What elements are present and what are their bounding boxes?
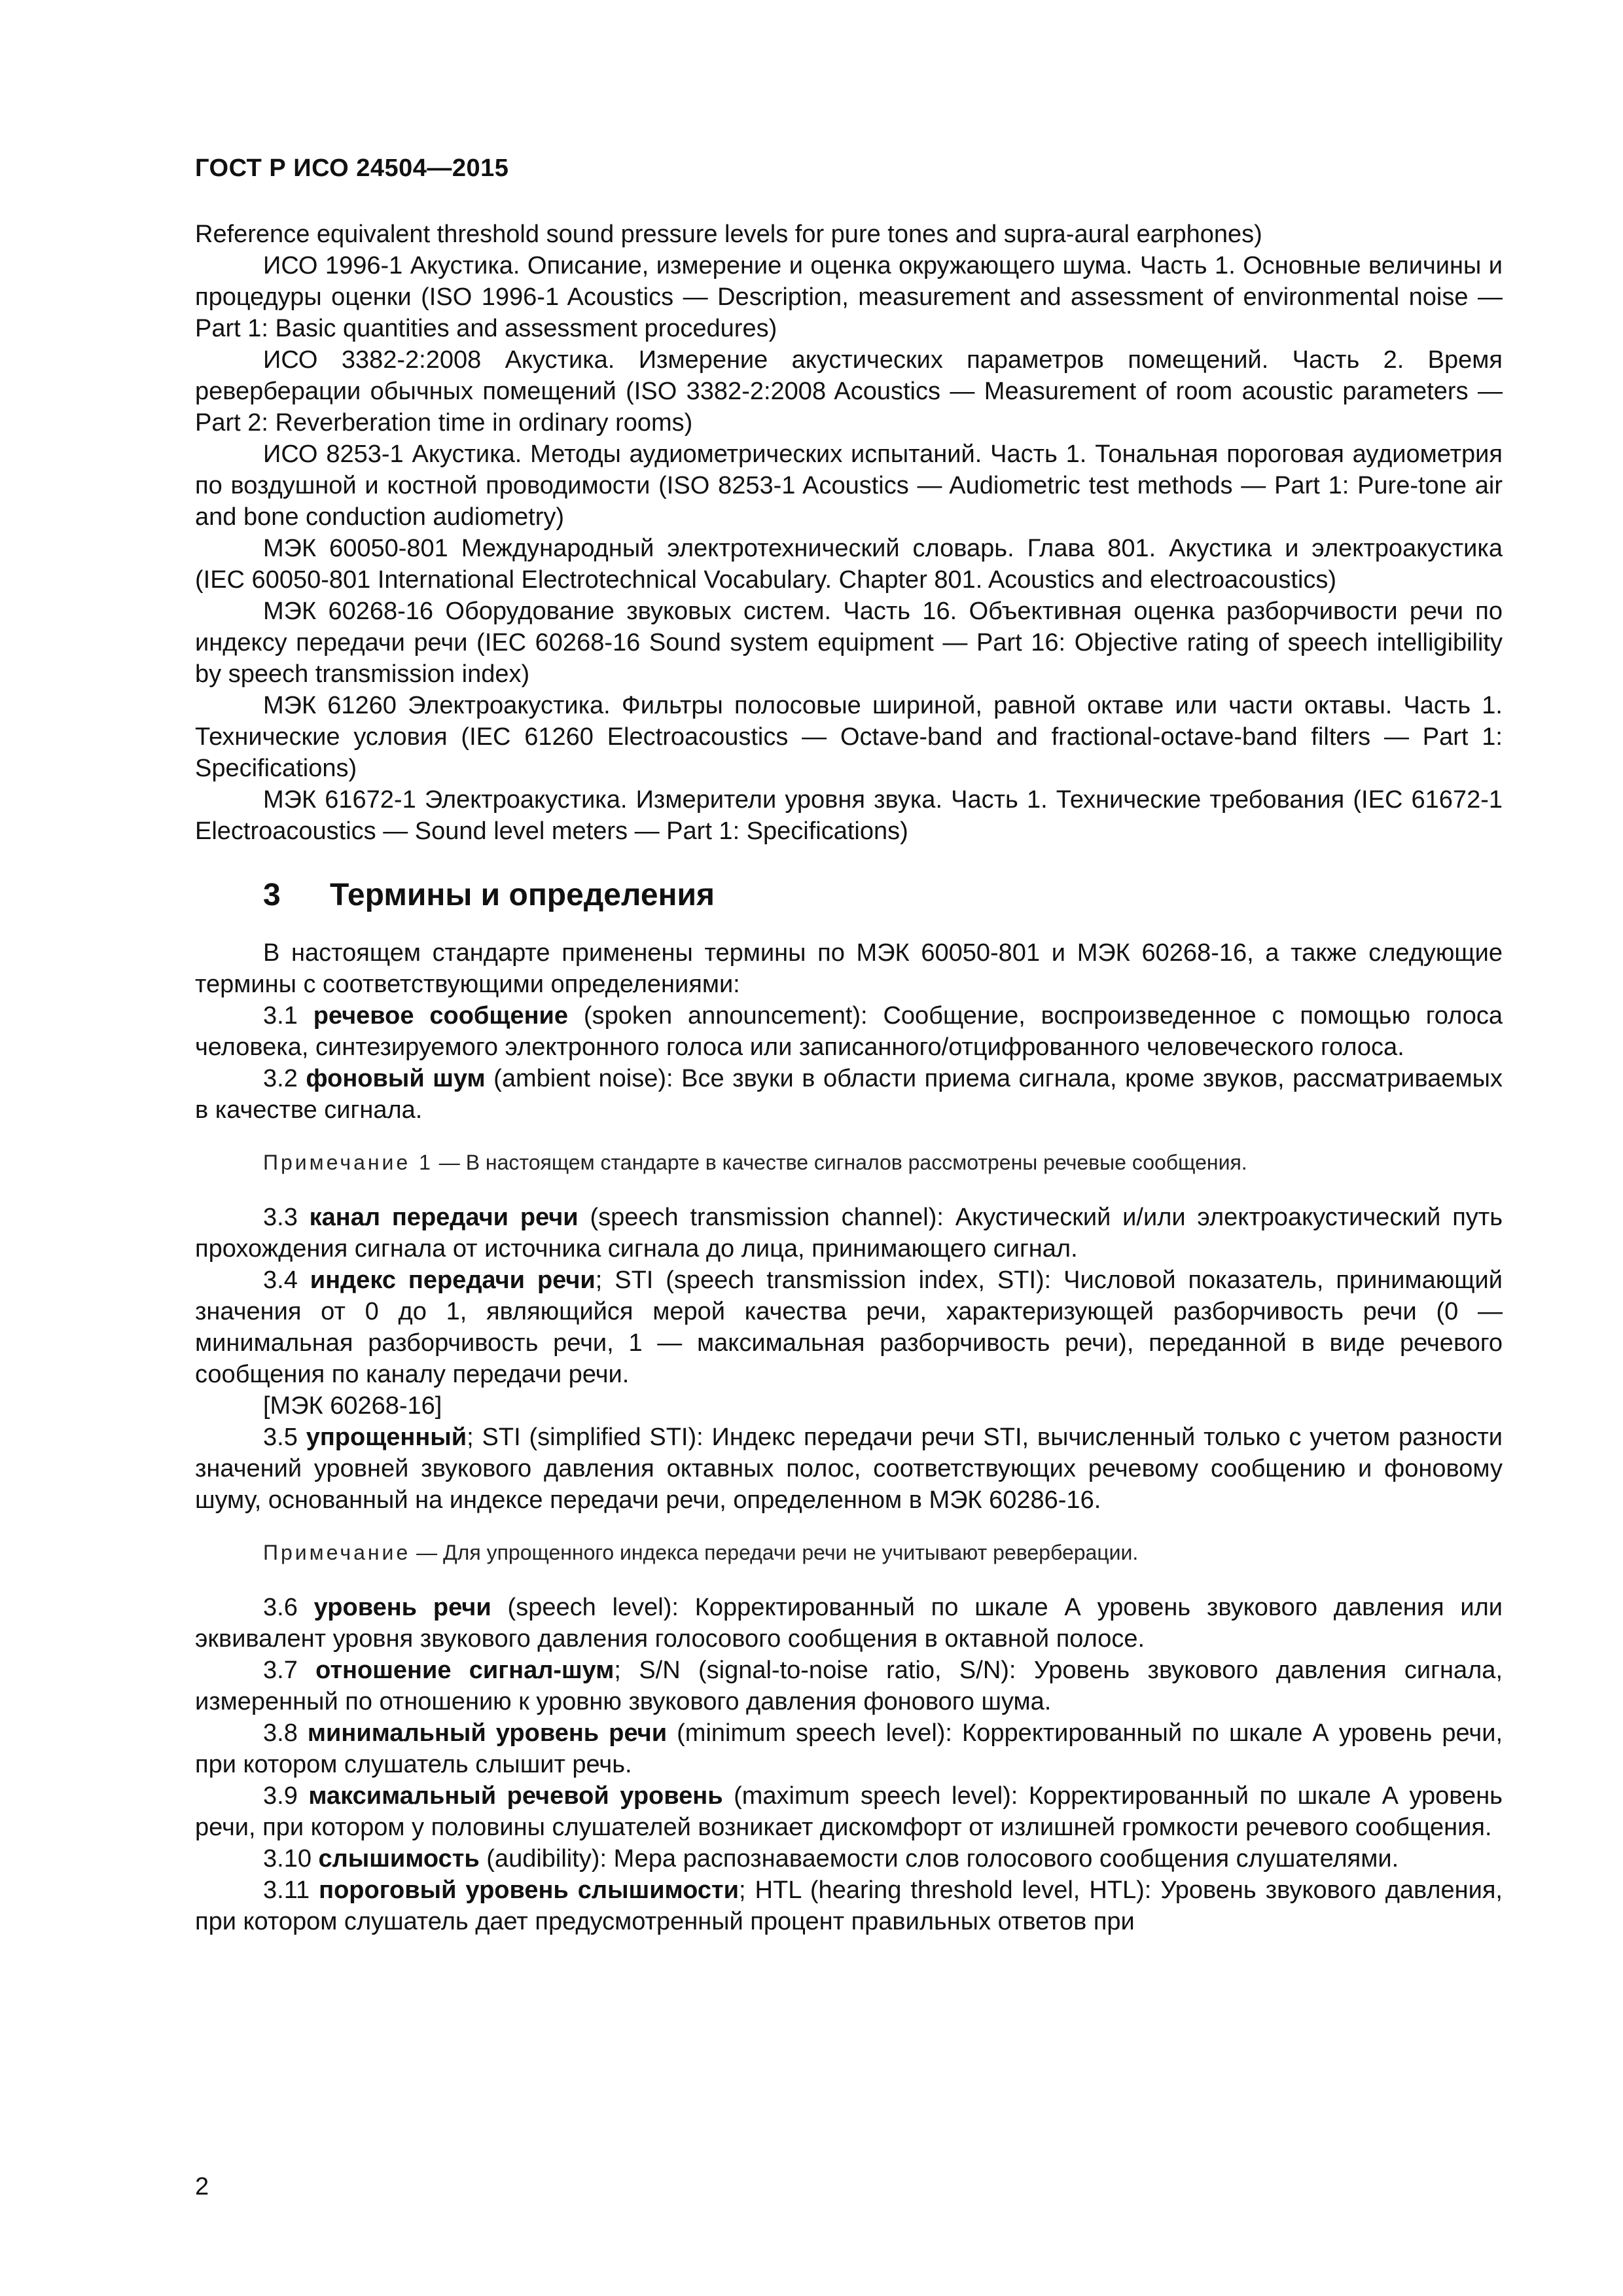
- term-name: фоновый шум: [306, 1065, 486, 1092]
- term-name: уровень речи: [313, 1594, 491, 1621]
- reference-item: МЭК 61672-1 Электроакустика. Измерители уровня звука. Часть 1. Технические требования (IEC 61672-1 Electroacoustics — Sound level meters — Part 1: Specifications): [195, 786, 1503, 845]
- term-definition: 3.1 речевое сообщение (spoken announcement): Сообщение, воспроизведенное с помощью голоса человека, синтезируемого электронного голоса или записанного/отцифрованного человеческого голоса.: [195, 1002, 1503, 1061]
- term-source: [МЭК 60268-16]: [263, 1392, 442, 1420]
- term-definition: 3.8 минимальный уровень речи (minimum speech level): Корректированный по шкале А уровень речи, при котором слушатель слышит речь.: [195, 1719, 1503, 1778]
- term-name: максимальный речевой уровень: [308, 1782, 723, 1810]
- term-name: слышимость: [318, 1845, 480, 1873]
- term-name: речевое сообщение: [313, 1002, 569, 1030]
- note: Примечание — Для упрощенного индекса передачи речи не учитывают реверберации.: [263, 1541, 1139, 1564]
- term-definition: 3.11 пороговый уровень слышимости; HTL (hearing threshold level, HTL): Уровень звукового давления, при котором слушатель дает предусмотренный процент правильных ответов при: [195, 1876, 1503, 1935]
- term-name: индекс передачи речи: [310, 1266, 596, 1294]
- page-number: 2: [195, 2173, 209, 2200]
- term-name: пороговый уровень слышимости: [319, 1876, 739, 1904]
- term-definition: 3.6 уровень речи (speech level): Корректированный по шкале А уровень звукового давления или эквивалент уровня звукового давления голосового сообщения в октавной полосе.: [195, 1594, 1503, 1653]
- section-number: 3: [263, 878, 281, 912]
- reference-item: ИСО 3382-2:2008 Акустика. Измерение акустических параметров помещений. Часть 2. Время реверберации обычных помещений (ISO 3382-2:2008 Acoustics — Measurement of room acoustic parameters — Part 2: Reverberation time in ordinary rooms): [195, 346, 1503, 437]
- reference-item: МЭК 60050-801 Международный электротехнический словарь. Глава 801. Акустика и электроакустика (IEC 60050-801 International Electrotechnical Vocabulary. Chapter 801. Acoustics and electroacoustics): [195, 535, 1503, 594]
- term-name: отношение сигнал-шум: [315, 1657, 615, 1684]
- reference-continuation: Reference equivalent threshold sound pressure levels for pure tones and supra-aural earphones): [195, 221, 1262, 248]
- reference-item: ИСО 8253-1 Акустика. Методы аудиометрических испытаний. Часть 1. Тональная пороговая аудиометрия по воздушной и костной проводимости (ISO 8253-1 Acoustics — Audiometric test methods — Part 1: Pure-tone air and bone conduction audiometry): [195, 440, 1503, 531]
- note-label: Примечание: [263, 1541, 411, 1564]
- term-definition: 3.10 слышимость (audibility): Мера распознаваемости слов голосового сообщения слушателями.: [263, 1845, 1399, 1873]
- term-name: упрощенный: [306, 1424, 467, 1451]
- document-header: ГОСТ Р ИСО 24504—2015: [195, 154, 509, 182]
- term-definition: 3.7 отношение сигнал-шум; S/N (signal-to-noise ratio, S/N): Уровень звукового давления сигнала, измеренный по отношению к уровню звукового давления фонового шума.: [195, 1657, 1503, 1715]
- section-title: Термины и определения: [330, 878, 715, 912]
- section-intro: В настоящем стандарте применены термины по МЭК 60050-801 и МЭК 60268-16, а также следующие термины с соответствующими определениями:: [195, 939, 1503, 998]
- note-label: Примечание 1: [263, 1151, 433, 1174]
- reference-item: МЭК 61260 Электроакустика. Фильтры полосовые шириной, равной октаве или части октавы. Часть 1. Технические условия (IEC 61260 Electroacoustics — Octave-band and fractional-octave-band filters — Part 1: Specifications): [195, 692, 1503, 782]
- term-definition: 3.3 канал передачи речи (speech transmission channel): Акустический и/или электроакустический путь прохождения сигнала от источника сигнала до лица, принимающего сигнал.: [195, 1204, 1503, 1263]
- term-name: минимальный уровень речи: [307, 1719, 668, 1747]
- term-definition: 3.5 упрощенный; STI (simplified STI): Индекс передачи речи STI, вычисленный только с учетом разности значений уровней звукового давления октавных полос, соответствующих речевому сообщению и фоновому шуму, основанный на индексе передачи речи, определенном в МЭК 60286-16.: [195, 1424, 1503, 1514]
- term-name: канал передачи речи: [309, 1204, 579, 1231]
- term-definition: 3.2 фоновый шум (ambient noise): Все звуки в области приема сигнала, кроме звуков, рассматриваемых в качестве сигнала.: [195, 1065, 1503, 1124]
- section-heading: [195, 876, 1503, 915]
- document-body: [195, 219, 1503, 1937]
- term-definition: 3.4 индекс передачи речи; STI (speech transmission index, STI): Числовой показатель, принимающий значения от 0 до 1, являющийся мерой качества речи, характеризующей разборчивость речи (0 — минимальная разборчивость речи, 1 — максимальная разборчивость речи), переданной в виде речевого сообщения по каналу передачи речи.: [195, 1266, 1503, 1388]
- term-definition: 3.9 максимальный речевой уровень (maximum speech level): Корректированный по шкале А уровень речи, при котором у половины слушателей возникает дискомфорт от излишней громкости речевого сообщения.: [195, 1782, 1503, 1841]
- note: Примечание 1 — В настоящем стандарте в качестве сигналов рассмотрены речевые сообщения.: [263, 1151, 1247, 1174]
- reference-item: ИСО 1996-1 Акустика. Описание, измерение и оценка окружающего шума. Часть 1. Основные величины и процедуры оценки (ISO 1996-1 Acoustics — Description, measurement and assessment of environmental noise — Part 1: Basic quantities and assessment procedures): [195, 252, 1503, 342]
- reference-item: МЭК 60268-16 Оборудование звуковых систем. Часть 16. Объективная оценка разборчивости речи по индексу передачи речи (IEC 60268-16 Sound system equipment — Part 16: Objective rating of speech intelligibility by speech transmission index): [195, 598, 1503, 688]
